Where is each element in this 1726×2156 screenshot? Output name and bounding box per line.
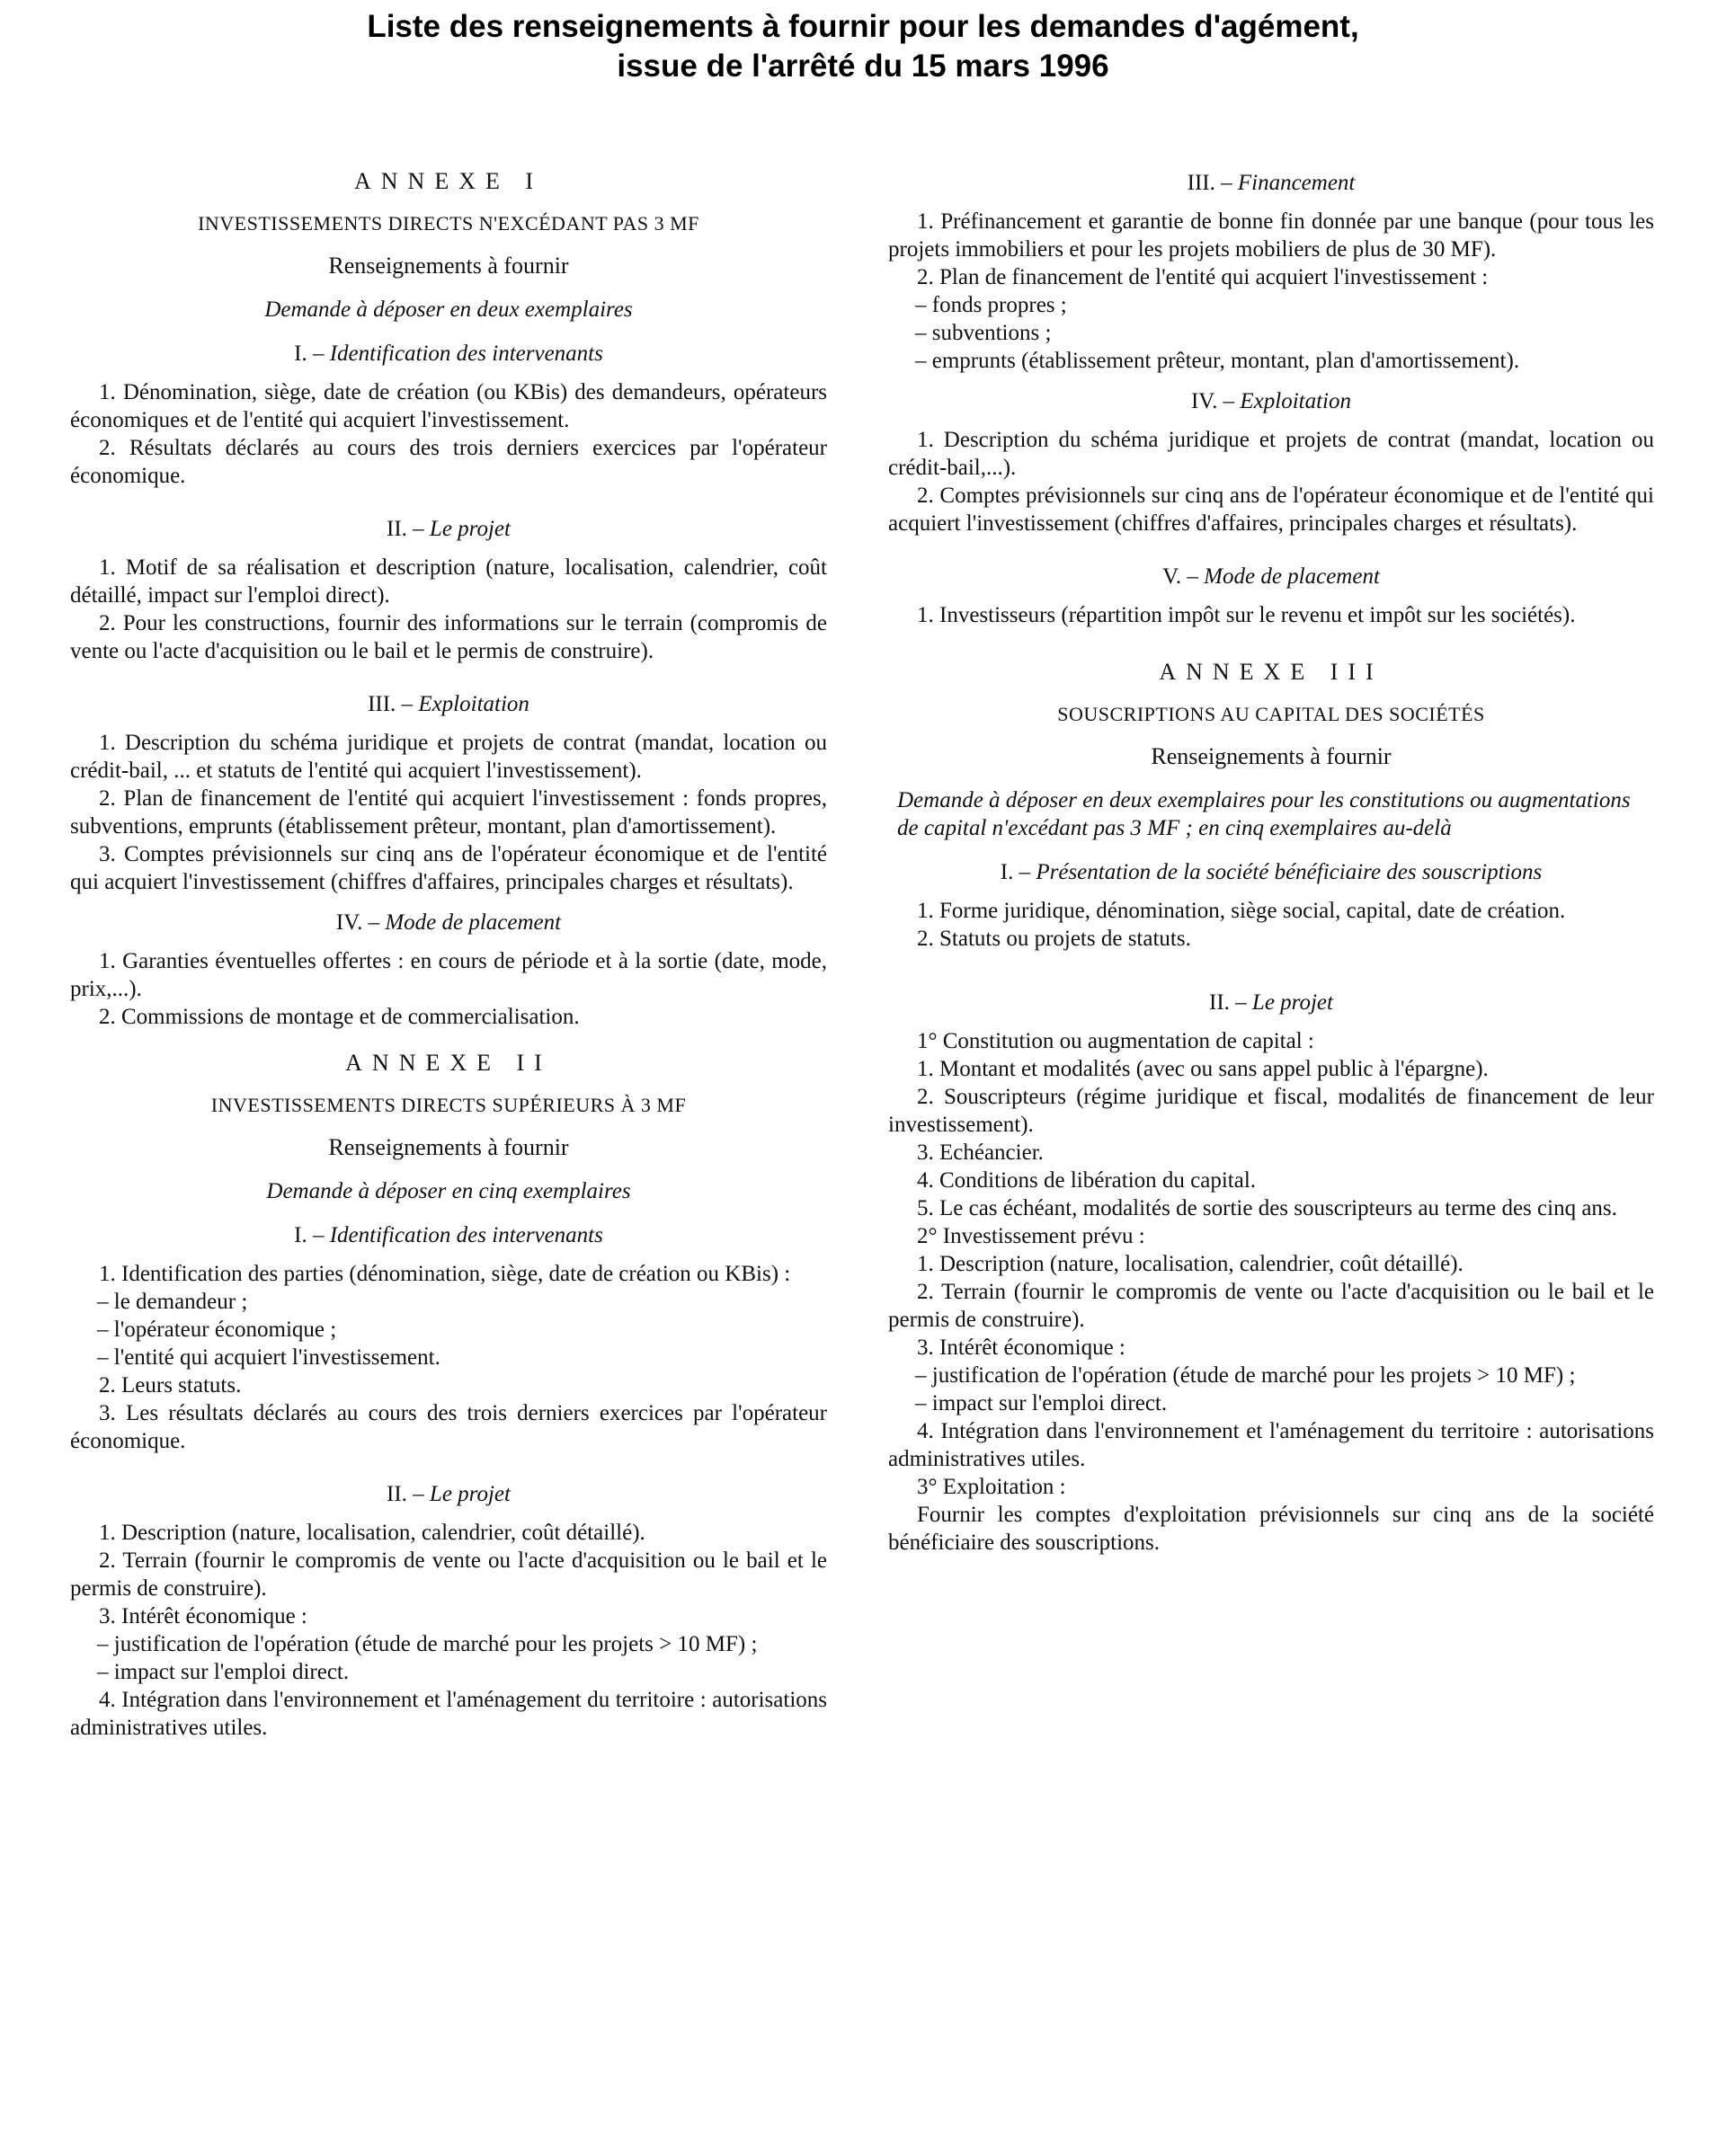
annexe-1-renseignements: Renseignements à fournir [328,253,569,279]
annexe-1-demande: Demande à déposer en deux exemplaires [264,297,633,322]
section-title: Présentation de la société bénéficiaire des souscriptions [1036,860,1543,884]
list-item: – impact sur l'emploi direct. [915,1391,1168,1415]
annexe-1-section-4-heading [70,909,827,936]
paragraph: 1. Description (nature, localisation, calendrier, coût détaillé). [917,1252,1464,1276]
annexe-2-section-5-heading [888,563,1654,590]
paragraph: 2. Terrain (fournir le compromis de vente ou l'acte d'acquisition ou le bail et le permis de construire). [888,1280,1654,1332]
left-column [70,162,827,1742]
right-column [888,162,1654,1557]
paragraph: 2. Commissions de montage et de commercialisation. [99,1005,580,1029]
paragraph: 3. Echéancier. [917,1140,1044,1165]
paragraph: 4. Intégration dans l'environnement et l'aménagement du territoire : autorisations administratives utiles. [888,1419,1654,1471]
section-title: Identification des intervenants [329,1223,603,1247]
annexe-2-renseignements: Renseignements à fournir [328,1134,569,1160]
annexe-1-title: ANNEXE I [353,168,544,194]
annexe-1-section-2-heading [70,515,827,543]
paragraph: 1. Montant et modalités (avec ou sans appel public à l'épargne). [917,1057,1489,1081]
annexe-2-subtitle: INVESTISSEMENTS DIRECTS SUPÉRIEURS À 3 MF [210,1094,687,1116]
paragraph: 1. Description du schéma juridique et projets de contrat (mandat, location ou crédit-bail, ... et statuts de l'entité qui acquiert l'investissement). [70,731,827,783]
annexe-2-title: ANNEXE II [345,1050,552,1076]
section-number: IV. – [1190,389,1235,413]
paragraph: 2. Résultats déclarés au cours des trois derniers exercices par l'opérateur économique. [70,436,827,488]
annexe-3-section-2-heading [888,989,1654,1016]
list-item: – emprunts (établissement prêteur, montant, plan d'amortissement). [915,349,1520,373]
section-number: I. – [294,342,325,366]
annexe-2-section-2-heading [70,1480,827,1508]
annexe-3-subtitle: SOUSCRIPTIONS AU CAPITAL DES SOCIÉTÉS [1057,703,1485,725]
page-title [0,7,1726,86]
paragraph: 3. Intérêt économique : [917,1335,1125,1360]
section-number: I. – [1000,860,1031,884]
annexe-3-renseignements: Renseignements à fournir [1151,743,1392,769]
paragraph: 2. Comptes prévisionnels sur cinq ans de l'opérateur économique et de l'entité qui acquiert l'investissement (chiffres d'affaires, principales charges et résultats). [888,484,1654,536]
title-line-1: Liste des renseignements à fournir pour les demandes d'agément, [367,9,1359,44]
paragraph: 1. Investisseurs (répartition impôt sur le revenu et impôt sur les sociétés). [917,603,1576,627]
section-number: III. – [368,692,414,716]
paragraph: 1. Garanties éventuelles offertes : en cours de période et à la sortie (date, mode, prix,...). [70,949,827,1001]
section-title: Exploitation [1240,389,1352,413]
section-title: Mode de placement [1204,564,1380,589]
paragraph: 2. Souscripteurs (régime juridique et fiscal, modalités de financement de leur investissement). [888,1085,1654,1137]
paragraph: 3. Comptes prévisionnels sur cinq ans de l'opérateur économique et de l'entité qui acquiert l'investissement (chiffres d'affaires, principales charges et résultats). [70,842,827,894]
list-item: – l'entité qui acquiert l'investissement. [97,1345,440,1370]
annexe-3-section-1-heading [888,858,1654,886]
section-title: Le projet [429,517,511,541]
section-title: Mode de placement [385,910,562,935]
section-number: I. – [294,1223,325,1247]
paragraph: 4. Intégration dans l'environnement et l'aménagement du territoire : autorisations administratives utiles. [70,1688,827,1740]
section-number: IV. – [335,910,380,935]
list-item: – subventions ; [915,321,1052,345]
paragraph: 2. Plan de financement de l'entité qui acquiert l'investissement : [917,265,1489,289]
paragraph: 1. Identification des parties (dénomination, siège, date de création ou KBis) : [99,1262,791,1286]
paragraph: 1. Description (nature, localisation, calendrier, coût détaillé). [99,1521,645,1545]
annexe-3-title: ANNEXE III [1159,659,1383,685]
paragraph: 1. Dénomination, siège, date de création (ou KBis) des demandeurs, opérateurs économiques et de l'entité qui acquiert l'investissement. [70,380,827,432]
paragraph: 2. Statuts ou projets de statuts. [917,927,1191,951]
section-title: Le projet [429,1482,511,1506]
annexe-2-demande: Demande à déposer en cinq exemplaires [266,1179,631,1203]
section-title: Exploitation [418,692,529,716]
annexe-2-section-4-heading [888,387,1654,415]
subsection-heading: 3° Exploitation : [917,1475,1066,1499]
section-number: II. – [387,517,424,541]
subsection-heading: 2° Investissement prévu : [917,1224,1145,1248]
annexe-1-subtitle: INVESTISSEMENTS DIRECTS N'EXCÉDANT PAS 3 MF [198,212,699,235]
section-title: Le projet [1251,990,1333,1015]
annexe-2-section-3-heading [888,169,1654,197]
paragraph: Fournir les comptes d'exploitation prévisionnels sur cinq ans de la société bénéficiaire des souscriptions. [888,1503,1654,1555]
annexe-2-section-1-heading [70,1221,827,1249]
paragraph: 2. Pour les constructions, fournir des informations sur le terrain (compromis de vente ou l'acte d'acquisition ou le bail et le permis de construire). [70,611,827,663]
list-item: – l'opérateur économique ; [97,1318,337,1342]
paragraph: 3. Les résultats déclarés au cours des trois derniers exercices par l'opérateur économique. [70,1401,827,1453]
list-item: – justification de l'opération (étude de marché pour les projets > 10 MF) ; [97,1632,758,1656]
list-item: – le demandeur ; [97,1290,248,1314]
section-title: Financement [1237,171,1356,195]
section-number: II. – [387,1482,424,1506]
list-item: – fonds propres ; [915,293,1067,317]
paragraph: 2. Plan de financement de l'entité qui acquiert l'investissement : fonds propres, subventions, emprunts (établissement prêteur, montant, plan d'amortissement). [70,786,827,838]
section-number: II. – [1209,990,1247,1015]
paragraph: 2. Leurs statuts. [99,1373,242,1397]
subsection-heading: 1° Constitution ou augmentation de capital : [917,1029,1314,1053]
section-number: V. – [1162,564,1198,589]
paragraph: 3. Intérêt économique : [99,1604,307,1628]
paragraph: 2. Terrain (fournir le compromis de vente ou l'acte d'acquisition ou le bail et le permis de construire). [70,1548,827,1601]
annexe-1-section-3-heading [70,690,827,718]
paragraph: 5. Le cas échéant, modalités de sortie des souscripteurs au terme des cinq ans. [917,1196,1617,1220]
section-number: III. – [1187,171,1232,195]
section-title: Identification des intervenants [329,342,603,366]
paragraph: 1. Motif de sa réalisation et description (nature, localisation, calendrier, coût détaillé, impact sur l'emploi direct). [70,555,827,608]
annexe-1-section-1-heading [70,340,827,368]
list-item: – impact sur l'emploi direct. [97,1660,350,1684]
title-line-2: issue de l'arrêté du 15 mars 1996 [617,49,1109,84]
paragraph: 4. Conditions de libération du capital. [917,1168,1257,1193]
paragraph: 1. Forme juridique, dénomination, siège social, capital, date de création. [917,899,1566,923]
paragraph: 1. Préfinancement et garantie de bonne fin donnée par une banque (pour tous les projets immobiliers et pour les projets mobiliers de plus de 30 MF). [888,209,1654,262]
annexe-3-demande: Demande à déposer en deux exemplaires pour les constitutions ou augmentations de capital n'excédant pas 3 MF ; en cinq exemplaires au-delà [897,788,1631,840]
list-item: – justification de l'opération (étude de marché pour les projets > 10 MF) ; [915,1363,1576,1388]
paragraph: 1. Description du schéma juridique et projets de contrat (mandat, location ou crédit-bail,...). [888,428,1654,480]
